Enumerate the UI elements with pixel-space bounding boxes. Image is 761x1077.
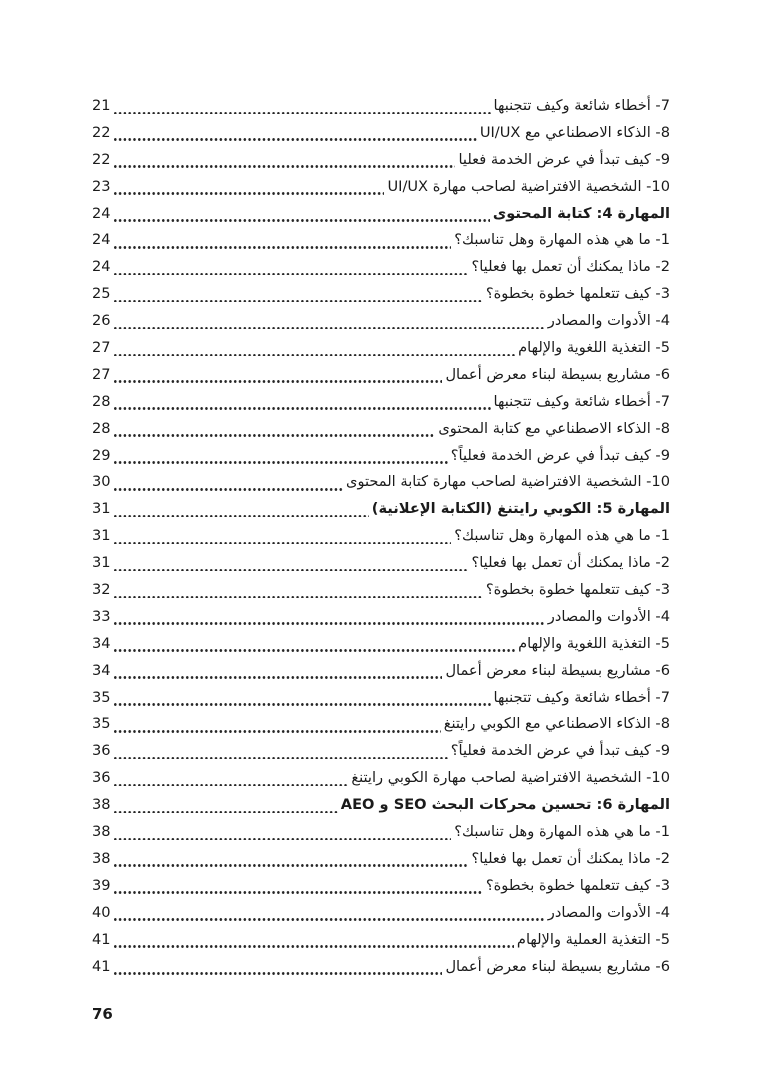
toc-entry[interactable] <box>92 873 670 900</box>
toc-entry-page: 24 <box>92 258 111 276</box>
toc-entry-title: 4- الأدوات والمصادر <box>547 903 670 921</box>
dot-leader <box>114 811 338 814</box>
toc-entry-page: 38 <box>92 796 111 814</box>
toc-entry[interactable] <box>92 900 670 927</box>
dot-leader <box>114 192 385 195</box>
toc-entry-title: 5- التغذية العملية والإلهام <box>516 930 670 948</box>
toc-entry-page: 22 <box>92 123 111 141</box>
toc-entry[interactable] <box>92 954 670 981</box>
dot-leader <box>114 784 349 787</box>
toc-entry-title: 5- التغذية اللغوية والإلهام <box>518 634 670 652</box>
toc-entry-page: 34 <box>92 661 111 679</box>
toc-entry-title: 8- الذكاء الاصطناعي مع كتابة المحتوى <box>438 419 670 437</box>
toc-list <box>92 93 670 980</box>
dot-leader <box>114 972 443 975</box>
toc-entry-title: 9- كيف تبدأ في عرض الخدمة فعليا <box>458 150 670 168</box>
toc-entry[interactable] <box>92 120 670 147</box>
toc-entry-title: 10- الشخصية الافتراضية لصاحب مهارة الكوبي رايتنغ <box>351 769 670 787</box>
toc-entry[interactable] <box>92 577 670 604</box>
toc-entry[interactable] <box>92 201 670 228</box>
dot-leader <box>114 838 452 841</box>
toc-entry-title: 9- كيف تبدأ في عرض الخدمة فعلياً؟ <box>450 446 670 464</box>
dot-leader <box>114 407 491 410</box>
toc-entry[interactable] <box>92 416 670 443</box>
toc-entry-page: 26 <box>92 312 111 330</box>
toc-entry[interactable] <box>92 308 670 335</box>
toc-entry-title: المهارة 6: تحسين محركات البحث SEO و AEO <box>340 796 670 814</box>
toc-entry-title: 3- كيف تتعلمها خطوة بخطوة؟ <box>485 285 670 303</box>
toc-entry-title: 10- الشخصية الافتراضية لصاحب مهارة كتابة المحتوى <box>346 473 670 491</box>
toc-entry[interactable] <box>92 147 670 174</box>
toc-entry-page: 36 <box>92 769 111 787</box>
dot-leader <box>114 434 436 437</box>
toc-entry[interactable] <box>92 496 670 523</box>
toc-entry-title: 4- الأدوات والمصادر <box>547 607 670 625</box>
toc-entry-title: 6- مشاريع بسيطة لبناء معرض أعمال <box>445 661 670 679</box>
toc-entry-page: 22 <box>92 150 111 168</box>
toc-entry-title: 2- ماذا يمكنك أن تعمل بها فعليا؟ <box>471 258 670 276</box>
dot-leader <box>114 918 545 921</box>
toc-entry-title: 3- كيف تتعلمها خطوة بخطوة؟ <box>485 876 670 894</box>
toc-entry-page: 34 <box>92 634 111 652</box>
toc-entry-title: 4- الأدوات والمصادر <box>547 312 670 330</box>
toc-entry[interactable] <box>92 819 670 846</box>
toc-entry-title: 2- ماذا يمكنك أن تعمل بها فعليا؟ <box>471 554 670 572</box>
toc-entry-page: 31 <box>92 527 111 545</box>
toc-entry-title: 7- أخطاء شائعة وكيف تتجنبها <box>493 97 670 114</box>
toc-entry[interactable] <box>92 685 670 712</box>
toc-entry-page: 31 <box>92 500 111 518</box>
toc-entry[interactable] <box>92 362 670 389</box>
dot-leader <box>114 488 343 491</box>
toc-entry[interactable] <box>92 443 670 470</box>
dot-leader <box>114 622 545 625</box>
toc-entry-title: 8- الذكاء الاصطناعي مع الكوبي رايتنغ <box>443 715 670 733</box>
dot-leader <box>114 757 448 760</box>
dot-leader <box>114 945 514 948</box>
toc-entry-page: 29 <box>92 446 111 464</box>
toc-entry-title: 1- ما هي هذه المهارة وهل تناسبك؟ <box>454 823 670 841</box>
dot-leader <box>114 112 491 115</box>
toc-entry-page: 40 <box>92 903 111 921</box>
dot-leader <box>114 542 452 545</box>
toc-entry[interactable] <box>92 523 670 550</box>
dot-leader <box>114 327 545 330</box>
dot-leader <box>114 246 452 249</box>
toc-entry-page: 27 <box>92 365 111 383</box>
toc-entry-title: 10- الشخصية الافتراضية لصاحب مهارة UI/UX <box>387 177 670 195</box>
dot-leader <box>114 219 490 222</box>
toc-entry[interactable] <box>92 738 670 765</box>
dot-leader <box>114 354 516 357</box>
dot-leader <box>114 891 483 894</box>
toc-entry[interactable] <box>92 254 670 281</box>
toc-entry-page: 30 <box>92 473 111 491</box>
dot-leader <box>114 273 469 276</box>
toc-entry-page: 39 <box>92 876 111 894</box>
toc-entry-title: 1- ما هي هذه المهارة وهل تناسبك؟ <box>454 527 670 545</box>
toc-entry-title: المهارة 5: الكوبي رايتنغ (الكتابة الإعلانية) <box>371 500 670 518</box>
dot-leader <box>114 300 483 303</box>
dot-leader <box>114 649 516 652</box>
toc-entry[interactable] <box>92 389 670 416</box>
toc-entry-page: 33 <box>92 607 111 625</box>
toc-entry-page: 28 <box>92 419 111 437</box>
toc-entry[interactable] <box>92 227 670 254</box>
toc-entry-page: 23 <box>92 177 111 195</box>
toc-entry-page: 35 <box>92 715 111 733</box>
toc-entry-title: 7- أخطاء شائعة وكيف تتجنبها <box>493 688 670 706</box>
dot-leader <box>114 515 369 518</box>
dot-leader <box>114 596 483 599</box>
toc-entry-page: 41 <box>92 930 111 948</box>
toc-entry[interactable] <box>92 174 670 201</box>
toc-entry[interactable] <box>92 281 670 308</box>
toc-entry-title: المهارة 4: كتابة المحتوى <box>492 204 670 222</box>
toc-entry-page: 41 <box>92 957 111 975</box>
toc-entry-title: 8- الذكاء الاصطناعي مع UI/UX <box>479 123 670 141</box>
toc-entry[interactable] <box>92 765 670 792</box>
toc-entry[interactable] <box>92 658 670 685</box>
toc-entry[interactable] <box>92 335 670 362</box>
toc-entry-page: 32 <box>92 581 111 599</box>
toc-entry[interactable] <box>92 846 670 873</box>
toc-entry-page: 36 <box>92 742 111 760</box>
toc-entry-title: 2- ماذا يمكنك أن تعمل بها فعليا؟ <box>471 849 670 867</box>
toc-entry[interactable] <box>92 927 670 954</box>
toc-entry-title: 9- كيف تبدأ في عرض الخدمة فعلياً؟ <box>450 742 670 760</box>
toc-entry-page: 25 <box>92 285 111 303</box>
dot-leader <box>114 730 441 733</box>
toc-entry-page: 21 <box>92 97 111 114</box>
toc-entry[interactable] <box>92 550 670 577</box>
toc-entry-page: 31 <box>92 554 111 572</box>
page-footer-number: 76 <box>92 1005 113 1023</box>
toc-entry-title: 6- مشاريع بسيطة لبناء معرض أعمال <box>445 365 670 383</box>
toc-entry-title: 7- أخطاء شائعة وكيف تتجنبها <box>493 392 670 410</box>
toc-entry-page: 28 <box>92 392 111 410</box>
toc-entry[interactable] <box>92 604 670 631</box>
toc-entry[interactable] <box>92 631 670 658</box>
toc-entry-page: 38 <box>92 849 111 867</box>
toc-entry-page: 24 <box>92 204 111 222</box>
dot-leader <box>114 138 477 141</box>
toc-entry-page: 35 <box>92 688 111 706</box>
dot-leader <box>114 676 443 679</box>
toc-entry-page: 27 <box>92 339 111 357</box>
toc-entry-title: 1- ما هي هذه المهارة وهل تناسبك؟ <box>454 231 670 249</box>
toc-entry-title: 6- مشاريع بسيطة لبناء معرض أعمال <box>445 957 670 975</box>
dot-leader <box>114 569 469 572</box>
dot-leader <box>114 380 443 383</box>
dot-leader <box>114 864 469 867</box>
toc-entry-page: 24 <box>92 231 111 249</box>
toc-entry-page: 38 <box>92 823 111 841</box>
toc-entry[interactable] <box>92 711 670 738</box>
toc-entry[interactable] <box>92 93 670 120</box>
dot-leader <box>114 165 456 168</box>
toc-entry-title: 3- كيف تتعلمها خطوة بخطوة؟ <box>485 581 670 599</box>
dot-leader <box>114 703 491 706</box>
dot-leader <box>114 461 448 464</box>
toc-entry[interactable] <box>92 792 670 819</box>
toc-entry[interactable] <box>92 469 670 496</box>
toc-entry-title: 5- التغذية اللغوية والإلهام <box>518 339 670 357</box>
